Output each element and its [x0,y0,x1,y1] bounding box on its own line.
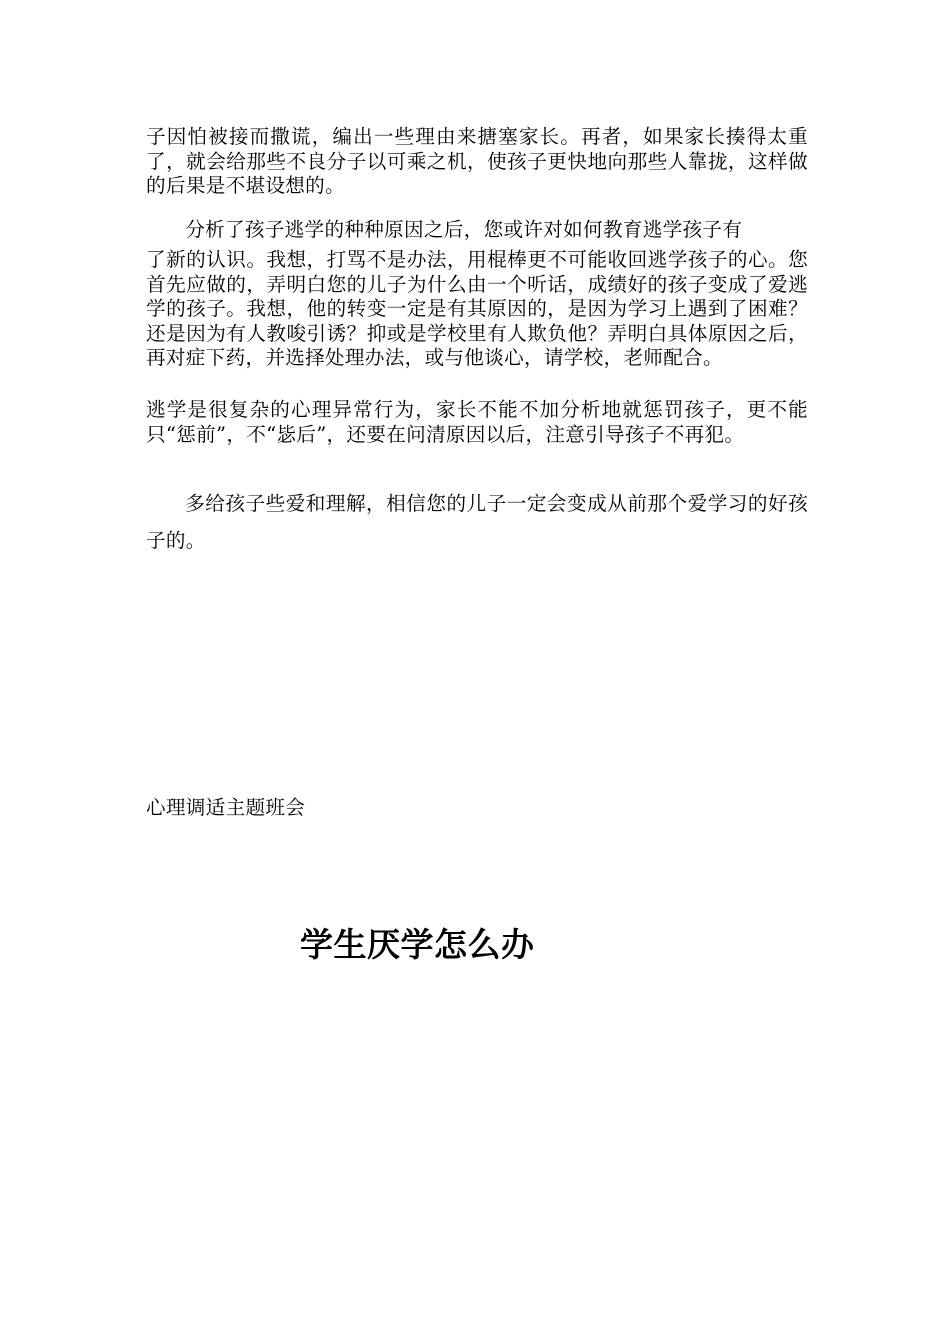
paragraph-complex-behavior: 逃学是很复杂的心理异常行为，家长不能不加分析地就惩罚孩子，更不能只“惩前”，不“毖后”，还要在问清原因以后，注意引导孩子不再犯。 [146,398,808,446]
paragraph-analysis-first-line: 分析了孩子逃学的种种原因之后，您或许对如何教育逃学孩子有 [185,218,743,241]
paragraph-analysis-body: 了新的认识。我想，打骂不是办法，用棍棒更不可能收回逃学孩子的心。您首先应做的，弄明白您的儿子为什么由一个听话，成绩好的孩子变成了爱逃学的孩子。我想，他的转变一定是有其原因的，是因为学习上遇到了困难？还是因为有人教唆引诱？抑或是学校里有人欺负他？弄明白具体原因之后，再对症下药，并选择处理办法，或与他谈心，请学校，老师配合。 [146,248,808,369]
paragraph-love-understanding: 多给孩子些爱和理解，相信您的儿子一定会变成从前那个爱学习的好孩子的。 [146,492,808,552]
paragraph-consequences: 子因怕被接而撒谎，编出一些理由来搪塞家长。再者，如果家长揍得太重了，就会给那些不良分子以可乘之机，使孩子更快地向那些人靠拢，这样做的后果是不堪设想的。 [146,125,808,197]
document-heading: 学生厌学怎么办 [300,925,535,964]
section-caption: 心理调适主题班会 [146,796,306,819]
